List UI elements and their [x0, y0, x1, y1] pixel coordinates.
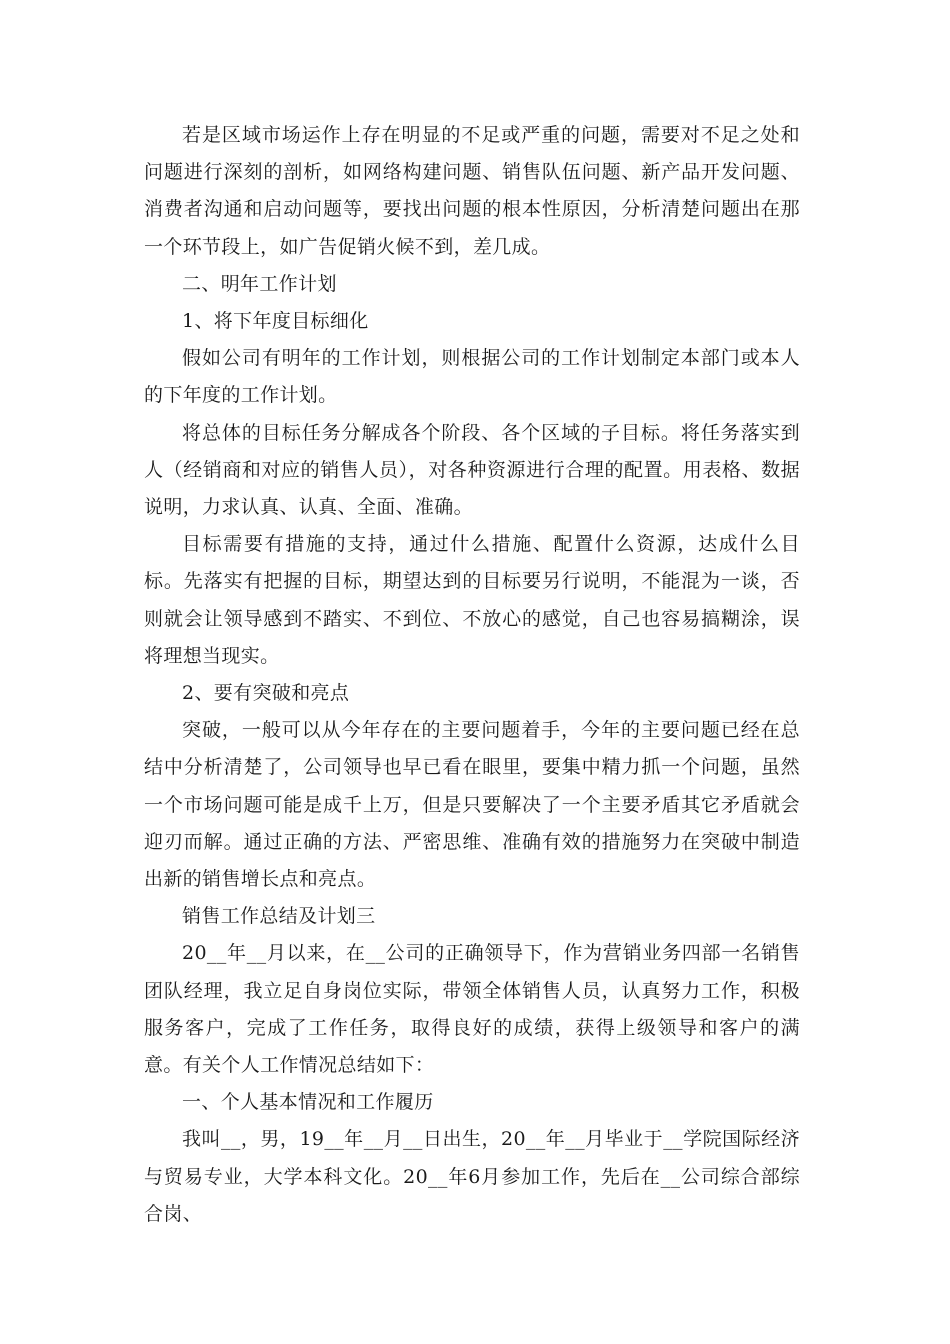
- paragraph-goal-measures: 目标需要有措施的支持，通过什么措施、配置什么资源，达成什么目标。先落实有把握的目标，期望达到的目标要另行说明，不能混为一谈，否则就会让领导感到不踏实、不到位、不放心的感觉，自己也容易搞糊涂，误将理想当现实。: [144, 533, 800, 667]
- heading-summary-plan-three: 销售工作总结及计划三: [182, 905, 376, 928]
- paragraph-market-problems: 若是区域市场运作上存在明显的不足或严重的问题，需要对不足之处和问题进行深刻的剖析，如网络构建问题、销售队伍问题、新产品开发问题、消费者沟通和启动问题等，要找出问题的根本性原因，分析清楚问题出在那一个环节段上，如广告促销火候不到，差几成。: [144, 124, 800, 258]
- paragraph-decompose-goals: 将总体的目标任务分解成各个阶段、各个区域的子目标。将任务落实到人（经销商和对应的销售人员），对各种资源进行合理的配置。用表格、数据说明，力求认真、认真、全面、准确。: [144, 421, 800, 519]
- document-body: [144, 117, 800, 1233]
- subheading-breakthrough: 2、要有突破和亮点: [182, 682, 350, 705]
- paragraph-company-plan: 假如公司有明年的工作计划，则根据公司的工作计划制定本部门或本人的下年度的工作计划。: [144, 347, 800, 407]
- paragraph-personal-info: 我叫__，男，19__年__月__日出生，20__年__月毕业于__学院国际经济与贸易专业，大学本科文化。20__年6月参加工作，先后在__公司综合部综合岗、: [144, 1128, 800, 1225]
- paragraph-breakthrough: 突破，一般可以从今年存在的主要问题着手，今年的主要问题已经在总结中分析清楚了，公司领导也早已看在眼里，要集中精力抓一个问题，虽然一个市场问题可能是成千上万，但是只要解决了一个主要矛盾其它矛盾就会迎刃而解。通过正确的方法、严密思维、准确有效的措施努力在突破中制造出新的销售增长点和亮点。: [144, 719, 800, 891]
- heading-next-year-plan: 二、明年工作计划: [182, 272, 337, 295]
- heading-personal-info: 一、个人基本情况和工作履历: [182, 1091, 434, 1114]
- subheading-refine-goals: 1、将下年度目标细化: [182, 310, 369, 333]
- paragraph-intro-summary: 20__年__月以来，在__公司的正确领导下，作为营销业务四部一名销售团队经理，我立足自身岗位实际，带领全体销售人员，认真努力工作，积极服务客户，完成了工作任务，取得良好的成绩，获得上级领导和客户的满意。有关个人工作情况总结如下：: [144, 942, 800, 1077]
